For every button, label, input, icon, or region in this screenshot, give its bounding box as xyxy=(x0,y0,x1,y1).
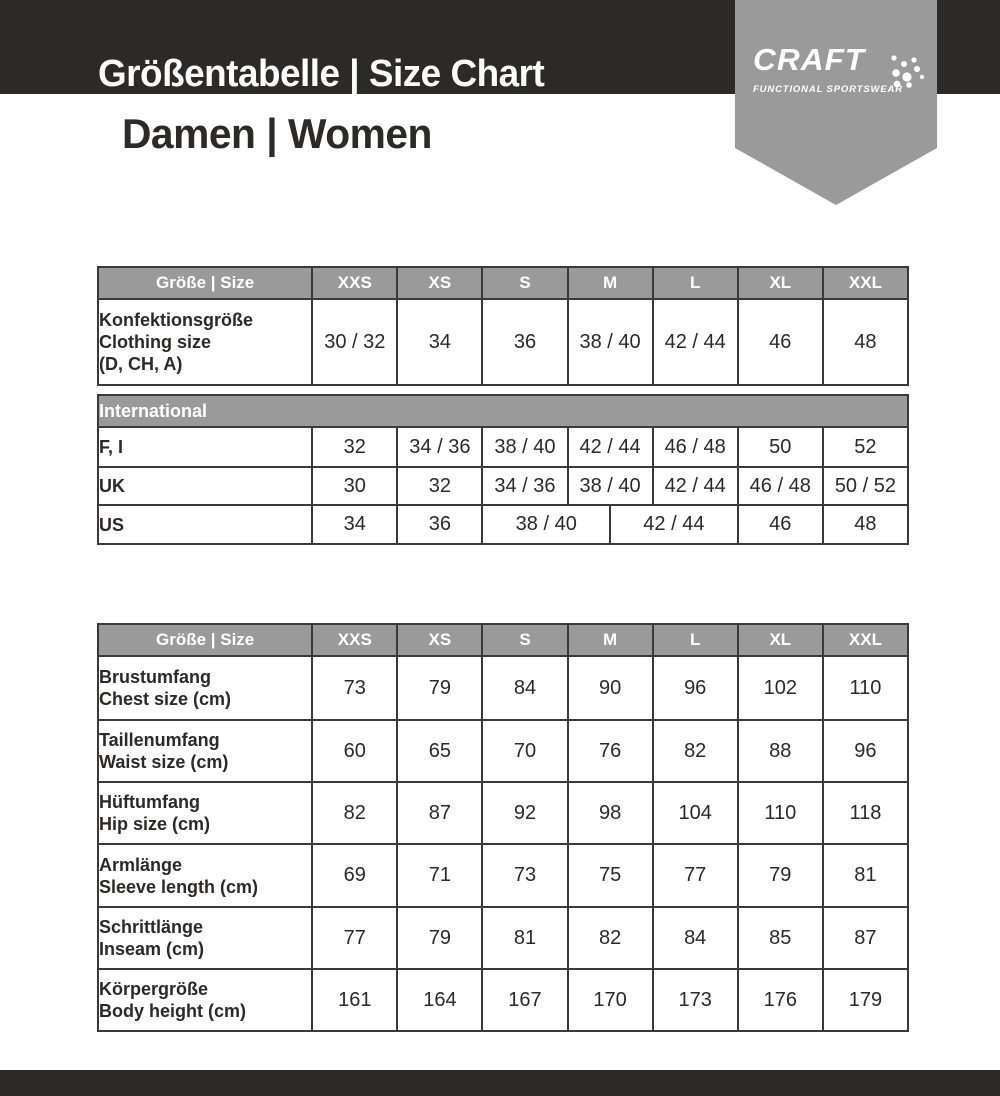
brand-pennant xyxy=(735,0,937,207)
height-value: 164 xyxy=(397,969,482,1031)
chest-value: 96 xyxy=(653,656,738,720)
measurement-table xyxy=(97,623,909,1032)
row-label-clothing-size xyxy=(98,299,312,385)
row-waist xyxy=(98,720,908,782)
row-inseam xyxy=(98,907,908,969)
uk-value: 34 / 36 xyxy=(482,467,567,505)
row-label-en: Waist size (cm) xyxy=(99,752,229,772)
us-value: 46 xyxy=(738,505,823,544)
us-value: 34 xyxy=(312,505,397,544)
size-col-xs: XS xyxy=(397,624,482,656)
chest-value: 102 xyxy=(738,656,823,720)
chest-value: 79 xyxy=(397,656,482,720)
fi-value: 32 xyxy=(312,427,397,467)
page-subtitle: Damen | Women xyxy=(122,110,432,157)
size-col-xxs: XXS xyxy=(312,624,397,656)
row-chest xyxy=(98,656,908,720)
hip-value: 118 xyxy=(823,782,908,844)
hip-value: 87 xyxy=(397,782,482,844)
chest-value: 90 xyxy=(568,656,653,720)
size-col-m: M xyxy=(568,267,653,299)
height-value: 161 xyxy=(312,969,397,1031)
fi-value: 34 / 36 xyxy=(397,427,482,467)
waist-value: 60 xyxy=(312,720,397,782)
size-col-xxl: XXL xyxy=(823,267,908,299)
sleeve-value: 69 xyxy=(312,844,397,907)
fi-value: 52 xyxy=(823,427,908,467)
size-col-l: L xyxy=(653,624,738,656)
row-uk xyxy=(98,467,908,505)
inseam-value: 79 xyxy=(397,907,482,969)
row-label-height xyxy=(98,969,312,1031)
pennant-shape xyxy=(735,0,937,207)
chest-value: 73 xyxy=(312,656,397,720)
bottom-banner xyxy=(0,1070,1000,1096)
sleeve-value: 75 xyxy=(568,844,653,907)
brand-tagline: FUNCTIONAL SPORTSWEAR xyxy=(753,84,903,95)
uk-value: 50 / 52 xyxy=(823,467,908,505)
inseam-value: 84 xyxy=(653,907,738,969)
uk-value: 46 / 48 xyxy=(738,467,823,505)
uk-value: 42 / 44 xyxy=(653,467,738,505)
international-size-table xyxy=(97,394,909,545)
row-us xyxy=(98,505,908,544)
sleeve-value: 71 xyxy=(397,844,482,907)
row-height xyxy=(98,969,908,1031)
size-col-xxs: XXS xyxy=(312,267,397,299)
hip-value: 110 xyxy=(738,782,823,844)
size-col-xs: XS xyxy=(397,267,482,299)
sleeve-value: 77 xyxy=(653,844,738,907)
uk-value: 38 / 40 xyxy=(568,467,653,505)
height-value: 167 xyxy=(482,969,567,1031)
row-label-en: Hip size (cm) xyxy=(99,814,211,834)
clothing-size-value: 48 xyxy=(823,299,908,385)
row-sleeve xyxy=(98,844,908,907)
row-label-fi: F, I xyxy=(98,427,312,467)
size-col-s: S xyxy=(482,624,567,656)
clothing-size-value: 34 xyxy=(397,299,482,385)
craft-logo-text: CRAFT xyxy=(753,42,866,77)
inseam-value: 77 xyxy=(312,907,397,969)
row-label-de: Konfektionsgröße xyxy=(99,310,254,330)
clothing-size-table xyxy=(97,266,909,386)
row-label-en: Inseam (cm) xyxy=(99,939,205,959)
row-label-en: Sleeve length (cm) xyxy=(99,876,259,897)
row-label-en: Chest size (cm) xyxy=(99,689,232,709)
row-label-de: Armlänge xyxy=(99,854,183,875)
height-value: 179 xyxy=(823,969,908,1031)
clothing-size-value: 38 / 40 xyxy=(568,299,653,385)
height-value: 176 xyxy=(738,969,823,1031)
fi-value: 42 / 44 xyxy=(568,427,653,467)
row-label-en: Clothing size xyxy=(99,332,211,352)
row-label-hip xyxy=(98,782,312,844)
international-header-row xyxy=(98,395,908,427)
waist-value: 82 xyxy=(653,720,738,782)
size-col-l: L xyxy=(653,267,738,299)
clothing-size-value: 46 xyxy=(738,299,823,385)
hip-value: 104 xyxy=(653,782,738,844)
inseam-value: 85 xyxy=(738,907,823,969)
size-header-label: Größe | Size xyxy=(98,624,312,656)
row-fi xyxy=(98,427,908,467)
uk-value: 32 xyxy=(397,467,482,505)
height-value: 170 xyxy=(568,969,653,1031)
row-hip xyxy=(98,782,908,844)
sleeve-value: 81 xyxy=(823,844,908,907)
us-value: 48 xyxy=(823,505,908,544)
us-value: 38 / 40 xyxy=(482,505,610,544)
row-label-de: Taillenumfang xyxy=(99,730,220,750)
row-label-note: (D, CH, A) xyxy=(99,354,183,374)
size-col-xxl: XXL xyxy=(823,624,908,656)
waist-value: 70 xyxy=(482,720,567,782)
uk-value: 30 xyxy=(312,467,397,505)
waist-value: 65 xyxy=(397,720,482,782)
size-col-xl: XL xyxy=(738,624,823,656)
page-title: Größentabelle | Size Chart xyxy=(98,53,545,95)
us-value: 36 xyxy=(397,505,482,544)
hip-value: 92 xyxy=(482,782,567,844)
clothing-size-value: 36 xyxy=(482,299,567,385)
row-label-de: Brustumfang xyxy=(99,667,211,687)
row-label-chest xyxy=(98,656,312,720)
row-label-de: Schrittlänge xyxy=(99,917,204,937)
size-header-row xyxy=(98,267,908,299)
fi-value: 50 xyxy=(738,427,823,467)
row-label-de: Hüftumfang xyxy=(99,792,200,812)
waist-value: 96 xyxy=(823,720,908,782)
size-col-xl: XL xyxy=(738,267,823,299)
row-label-us: US xyxy=(98,505,312,544)
size-header-label: Größe | Size xyxy=(98,267,312,299)
inseam-value: 81 xyxy=(482,907,567,969)
clothing-size-row xyxy=(98,299,908,385)
fi-value: 38 / 40 xyxy=(482,427,567,467)
sleeve-value: 73 xyxy=(482,844,567,907)
height-value: 173 xyxy=(653,969,738,1031)
hip-value: 98 xyxy=(568,782,653,844)
inseam-value: 87 xyxy=(823,907,908,969)
fi-value: 46 / 48 xyxy=(653,427,738,467)
row-label-de: Körpergröße xyxy=(99,979,209,999)
us-value: 42 / 44 xyxy=(610,505,738,544)
size-col-s: S xyxy=(482,267,567,299)
clothing-size-value: 42 / 44 xyxy=(653,299,738,385)
row-label-uk: UK xyxy=(98,467,312,505)
row-label-en: Body height (cm) xyxy=(99,1001,246,1021)
international-bar: International xyxy=(98,395,908,427)
waist-value: 76 xyxy=(568,720,653,782)
chest-value: 84 xyxy=(482,656,567,720)
chest-value: 110 xyxy=(823,656,908,720)
measurement-header-row xyxy=(98,624,908,656)
row-label-sleeve xyxy=(98,844,312,907)
inseam-value: 82 xyxy=(568,907,653,969)
sleeve-value: 79 xyxy=(738,844,823,907)
size-col-m: M xyxy=(568,624,653,656)
hip-value: 82 xyxy=(312,782,397,844)
row-label-waist xyxy=(98,720,312,782)
clothing-size-value: 30 / 32 xyxy=(312,299,397,385)
row-label-inseam xyxy=(98,907,312,969)
waist-value: 88 xyxy=(738,720,823,782)
